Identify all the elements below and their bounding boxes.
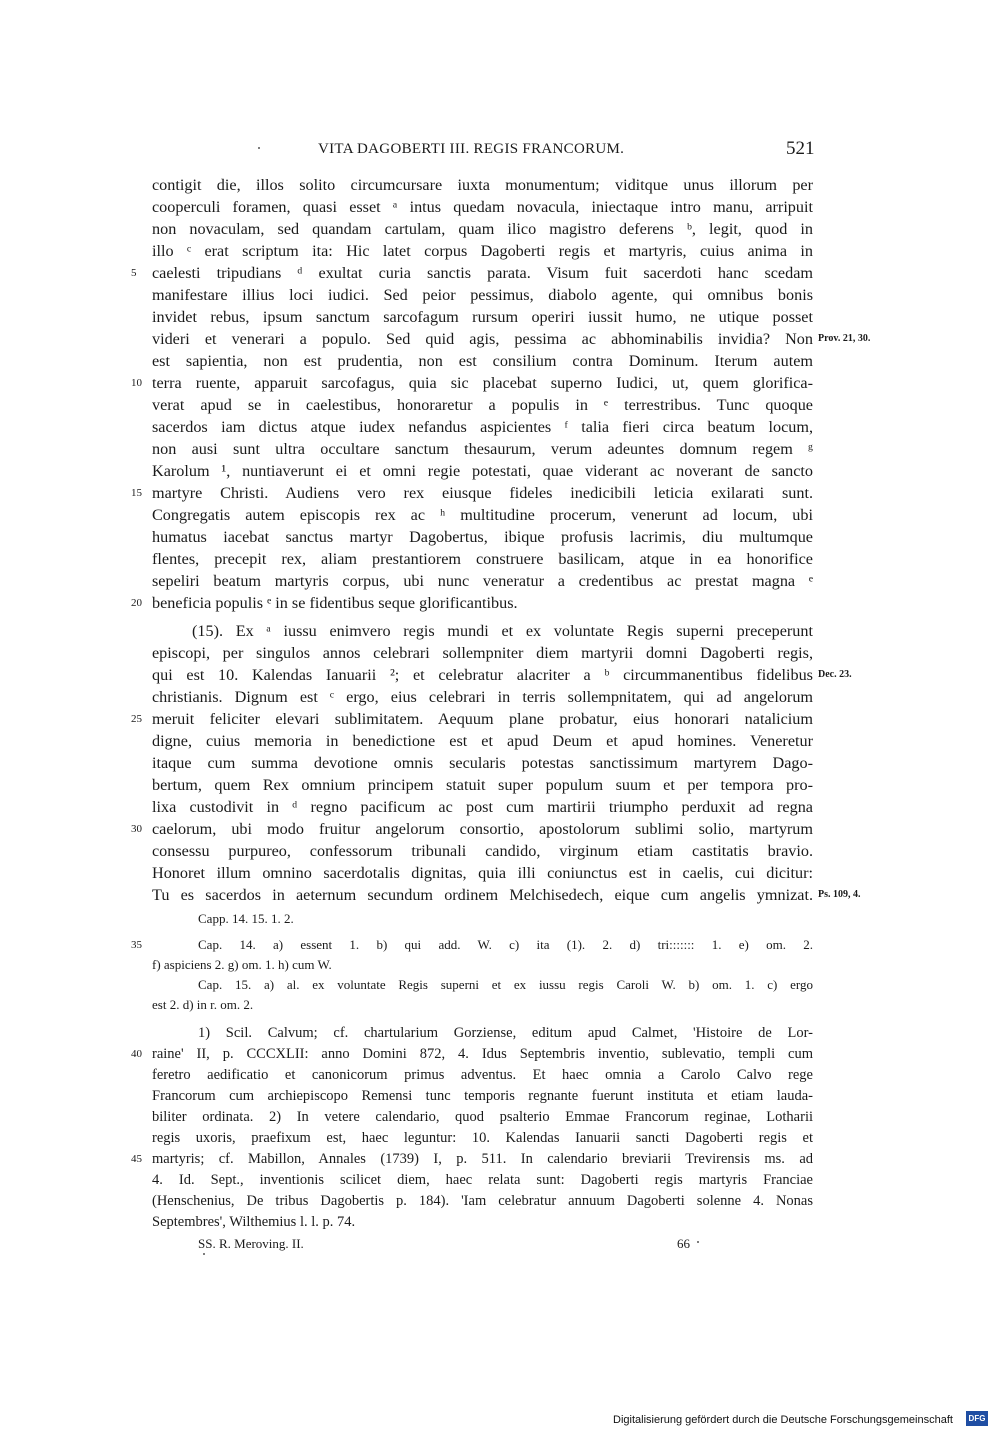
text-line: caelorum, ubi modo fruitur angelorum consortio, apostolorum sublimi solio, martyrum (152, 820, 813, 838)
text-line: bertum, quem Rex omnium principem statuit super populum suum et per tempora pro- (152, 776, 813, 794)
text-line: invidet rebus, ipsum sanctum sarcofagum rursum operiri iussit humo, ne utique posset (152, 308, 813, 326)
text-line: (15). Ex ᵃ iussu enimvero regis mundi et ex voluntate Regis superni preceperunt (192, 622, 813, 640)
line-number: 5 (131, 267, 137, 279)
text-line: sepeliri beatum martyris corpus, ubi nunc veneratur a credentibus ac prestat magna ᵉ (152, 572, 813, 590)
running-title: VITA DAGOBERTI III. REGIS FRANCORUM. (318, 141, 625, 157)
text-line: Karolum ¹, nuntiaverunt ei et omni regie potestati, quae viderant ac noverant de sancto (152, 462, 813, 480)
series-signature: SS. R. Meroving. II. (198, 1236, 304, 1251)
text-line: Tu es sacerdos in aeternum secundum ordinem Melchisedech, eique cum angelis ymnizat. (152, 886, 813, 904)
apparatus-line: f) aspiciens 2. g) om. 1. h) cum W. (152, 957, 332, 972)
margin-reference: Ps. 109, 4. (818, 889, 861, 900)
text-line: episcopi, per singulos annos celebrari sollempniter diem martyrii domni Dagoberti regis, (152, 644, 813, 662)
margin-reference: Prov. 21, 30. (818, 333, 871, 344)
dfg-logo: DFG (966, 1411, 988, 1426)
print-speck (258, 147, 260, 149)
footnote-line: Francorum cum archiepiscopo Remensi tunc temporis regnante fuerunt instituta et etiam lauda- (152, 1088, 813, 1104)
footnote-line: Septembres', Wilthemius l. l. p. 74. (152, 1214, 356, 1230)
text-line: digne, cuius memoria in benedictione est et apud Deum et apud homines. Veneretur (152, 732, 813, 750)
text-line: manifestare illius loci iudici. Sed peior pessimus, diabolo agente, qui omnibus bonis (152, 286, 813, 304)
text-line: humatus iacebat sanctus martyr Dagobertus, ibique profusis lacrimis, diu multumque (152, 528, 813, 546)
footnote-line: raine' II, p. CCCXLII: anno Domini 872, 4. Idus Septembris inventio, sublevatio, templi cum (152, 1046, 813, 1062)
text-line: Congregatis autem episcopis rex ac ʰ multitudine procerum, venerunt ad locum, ubi (152, 506, 813, 524)
text-line: est sapientia, non est prudentia, non est consilium contra Dominum. Iterum autem (152, 352, 813, 370)
page-number: 521 (786, 138, 815, 159)
text-line: lixa custodivit in ᵈ regno pacificum ac post cum martirii triumpho perduxit ad regna (152, 798, 813, 816)
text-line: caelesti tripudians ᵈ exultat curia sanctis parata. Visum fuit sacerdoti hanc scedam (152, 264, 813, 282)
text-line: Honoret illum omnino sacerdotalis dignitas, quia illi coniunctus est in caelis, cui dicitur: (152, 864, 813, 882)
apparatus-line: est 2. d) in r. om. 2. (152, 997, 254, 1012)
line-number: 20 (131, 597, 142, 609)
footnote-line: regis uxoris, praefixum est, haec leguntur: 10. Kalendas Ianuarii sancti Dagoberti regis et (152, 1130, 813, 1146)
text-line: contigit die, illos solito circumcursare iuxta monumentum; viditque unus illorum per (152, 176, 813, 194)
line-number: 45 (131, 1153, 142, 1165)
text-line: verat apud se in caelestibus, honoraretur a populis in ᵉ terrestribus. Tunc quoque (152, 396, 813, 414)
text-line: qui est 10. Kalendas Ianuarii ²; et celebratur alacriter a ᵇ circummanentibus fidelibus (152, 666, 813, 684)
text-line: sacerdos iam dictus atque iudex nefandus aspicientes ᶠ talia fieri circa beatum locum, (152, 418, 813, 436)
sheet-number: 66 (677, 1236, 690, 1251)
line-number: 35 (131, 939, 142, 951)
footnote-line: biliter ordinata. 2) In vetere calendario, quod psalterio Emmae Francorum reginae, Lotharii (152, 1109, 813, 1125)
text-line: terra ruente, apparuit sarcofagus, quia sic placebat superno Iudici, ut, quem glorifica- (152, 374, 813, 392)
line-number: 30 (131, 823, 142, 835)
text-line: consessu purpureo, confessorum tribunali candido, virginum etiam castitatis bravio. (152, 842, 813, 860)
footnote-line: feretro aedificatio et canonicorum primus adventus. Et haec omnia a Carolo Calvo rege (152, 1067, 813, 1083)
line-number: 25 (131, 713, 142, 725)
text-line: non ausi sunt ultra occultare sanctum thesaurum, verum adeuntes domnum regem ᵍ (152, 440, 813, 458)
digitization-credit: Digitalisierung gefördert durch die Deutsche Forschungsgemeinschaft (613, 1414, 953, 1426)
text-line: videri et venerari a populo. Sed quid agis, pessima ac abhominabilis invidia? Non (152, 330, 813, 348)
text-line: illo ᶜ erat scriptum ita: Hic latet corpus Dagoberti regis et martyris, cuius anima in (152, 242, 813, 260)
apparatus-line: Cap. 14. a) essent 1. b) qui add. W. c) ita (1). 2. d) tri::::::: 1. e) om. 2. (198, 937, 813, 952)
text-line: cooperculi foramen, quasi esset ᵃ intus quedam novacula, iniectaque intro manu, arripuit (152, 198, 813, 216)
text-line: non novaculam, sed quandam cartulam, quam ilico magistro deferens ᵇ, legit, quod in (152, 220, 813, 238)
text-line: beneficia populis ᵉ in se fidentibus seque glorificantibus. (152, 594, 518, 612)
footnote-line: 1) Scil. Calvum; cf. chartularium Gorziense, editum apud Calmet, 'Histoire de Lor- (198, 1025, 813, 1041)
text-line: christianis. Dignum est ᶜ ergo, eius celebrari in terris sollempnitatem, qui ad angelorum (152, 688, 813, 706)
print-speck (697, 1241, 699, 1243)
margin-reference: Dec. 23. (818, 669, 852, 680)
text-line: itaque cum summa devotione omnis secularis potestas sanctissimum martyrem Dago- (152, 754, 813, 772)
apparatus-line: Capp. 14. 15. 1. 2. (198, 911, 294, 926)
line-number: 40 (131, 1048, 142, 1060)
apparatus-line: Cap. 15. a) al. ex voluntate Regis superni et ex iussu regis Caroli W. b) om. 1. c) ergo (198, 977, 813, 992)
footnote-line: 4. Id. Sept., inventionis scilicet diem, haec relata sunt: Dagoberti regis martyris Franciae (152, 1172, 813, 1188)
text-line: flentes, precepit rex, aliam prestantiorem construere basilicam, atque in ea honorifice (152, 550, 813, 568)
footnote-line: martyris; cf. Mabillon, Annales (1739) I, p. 511. In calendario breviarii Trevirensis ms. ad (152, 1151, 813, 1167)
line-number: 10 (131, 377, 142, 389)
text-line: meruit feliciter elevari sublimitatem. Aequum plane probatur, eius honorari natalicium (152, 710, 813, 728)
print-speck (203, 1253, 205, 1255)
text-line: martyre Christi. Audiens vero rex eiusque fideles inedicibili leticia exilarati sunt. (152, 484, 813, 502)
line-number: 15 (131, 487, 142, 499)
footnote-line: (Henschenius, De tribus Dagobertis p. 184). 'Iam celebratur annuum Dagoberti solenne 4. Nonas (152, 1193, 813, 1209)
